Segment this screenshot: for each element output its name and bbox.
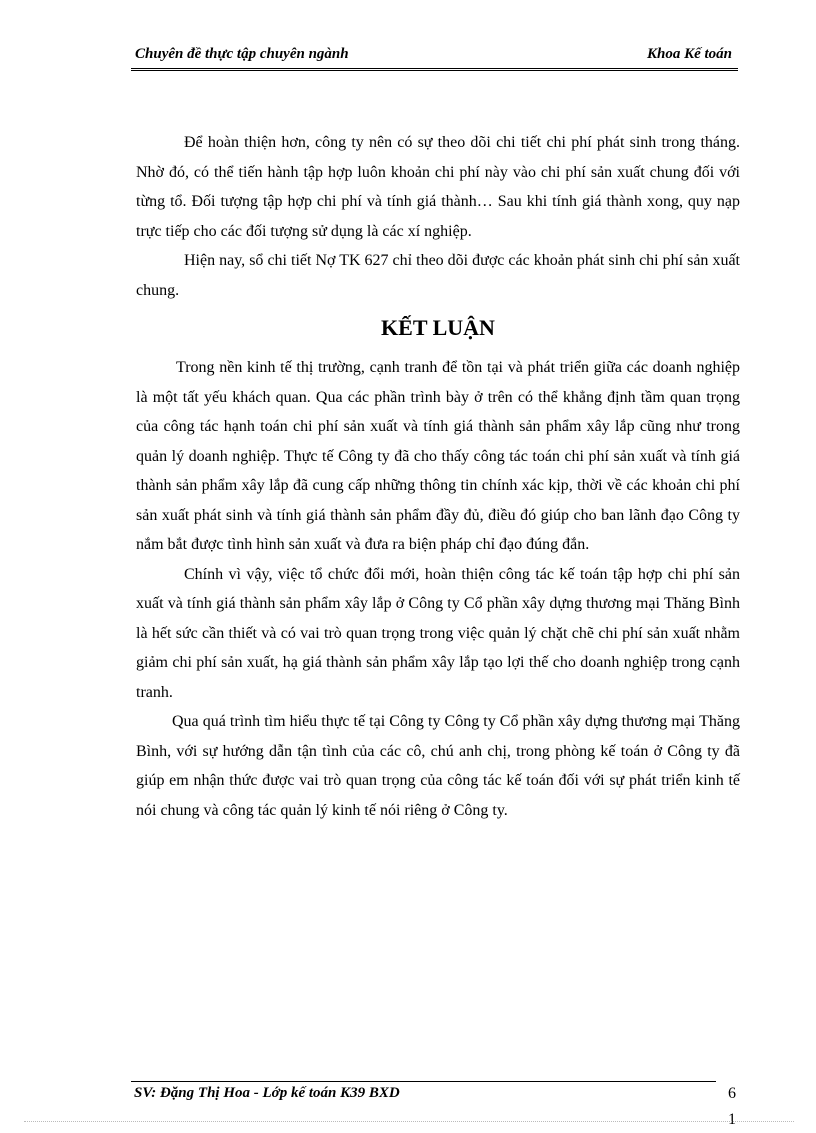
section-title: KẾT LUẬN [381, 315, 495, 340]
page-number-digit: 1 [728, 1111, 736, 1128]
paragraph: Để hoàn thiện hơn, công ty nên có sự theo dõi chi tiết chi phí phát sinh trong tháng. Nhờ đó, có thể tiến hành tập hợp luôn khoản chi phí này vào chi phí sản xuất chung đối với từng tổ. Đối tượng tập hợp chi phí và tính giá thành… Sau khi tính giá thành xong, quy nạp trực tiếp cho các đối tượng sử dụng là các xí nghiệp. [136, 134, 740, 240]
page-header [131, 44, 738, 71]
page-number [725, 1081, 739, 1133]
document-body [136, 128, 740, 825]
paragraph: Hiện nay, sổ chi tiết Nợ TK 627 chỉ theo dõi được các khoản phát sinh chi phí sản xuất chung. [136, 252, 740, 299]
paragraph: Qua quá trình tìm hiểu thực tế tại Công ty Công ty Cổ phần xây dựng thương mại Thăng Bình, với sự hướng dẫn tận tình của các cô, chú anh chị, trong phòng kế toán ở Công ty đã giúp em nhận thức được vai trò quan trọng của công tác kế toán đối với sự phát triển kinh tế nói chung và công tác quản lý kinh tế nói riêng ở Công ty. [136, 713, 740, 819]
footer-student: SV: Đặng Thị Hoa - Lớp kế toán K39 BXD [134, 1085, 400, 1101]
paragraph: Chính vì vậy, việc tổ chức đổi mới, hoàn thiện công tác kế toán tập hợp chi phí sản xuất và tính giá thành sản phẩm xây lắp ở Công ty Cổ phần xây dựng thương mại Thăng Bình là hết sức cần thiết và có vai trò quan trọng trong việc quản lý chặt chẽ chi phí sản xuất nhằm giảm chi phí sản xuất, hạ giá thành sản phẩm xây lắp tạo lợi thế cho doanh nghiệp trong cạnh tranh. [136, 565, 740, 701]
page-number-digit: 6 [728, 1085, 736, 1102]
paragraph: Trong nền kinh tế thị trường, cạnh tranh để tồn tại và phát triển giữa các doanh nghiệp là một tất yếu khách quan. Qua các phần trình bày ở trên có thể khẳng định tầm quan trọng của công tác hạnh toán chi phí sản xuất và tính giá thành sản phẩm xây lắp cũng như trong quản lý doanh nghiệp. Thực tế Công ty đã cho thấy công tác toán chi phí sản xuất và tính giá thành sản phẩm xây lắp đã cung cấp những thông tin chính xác kịp, thời về các khoản chi phí sản xuất phát sinh và tính giá thành sản phẩm đầy đủ, điều đó giúp cho ban lãnh đạo Công ty nắm bắt được tình hình sản xuất và đưa ra biện pháp chỉ đạo đúng đắn. [136, 359, 740, 553]
header-department: Khoa Kế toán [646, 46, 732, 62]
header-title: Chuyên đề thực tập chuyên ngành [135, 46, 349, 62]
page-edge-divider [24, 1121, 794, 1122]
footer-divider [131, 1081, 716, 1082]
